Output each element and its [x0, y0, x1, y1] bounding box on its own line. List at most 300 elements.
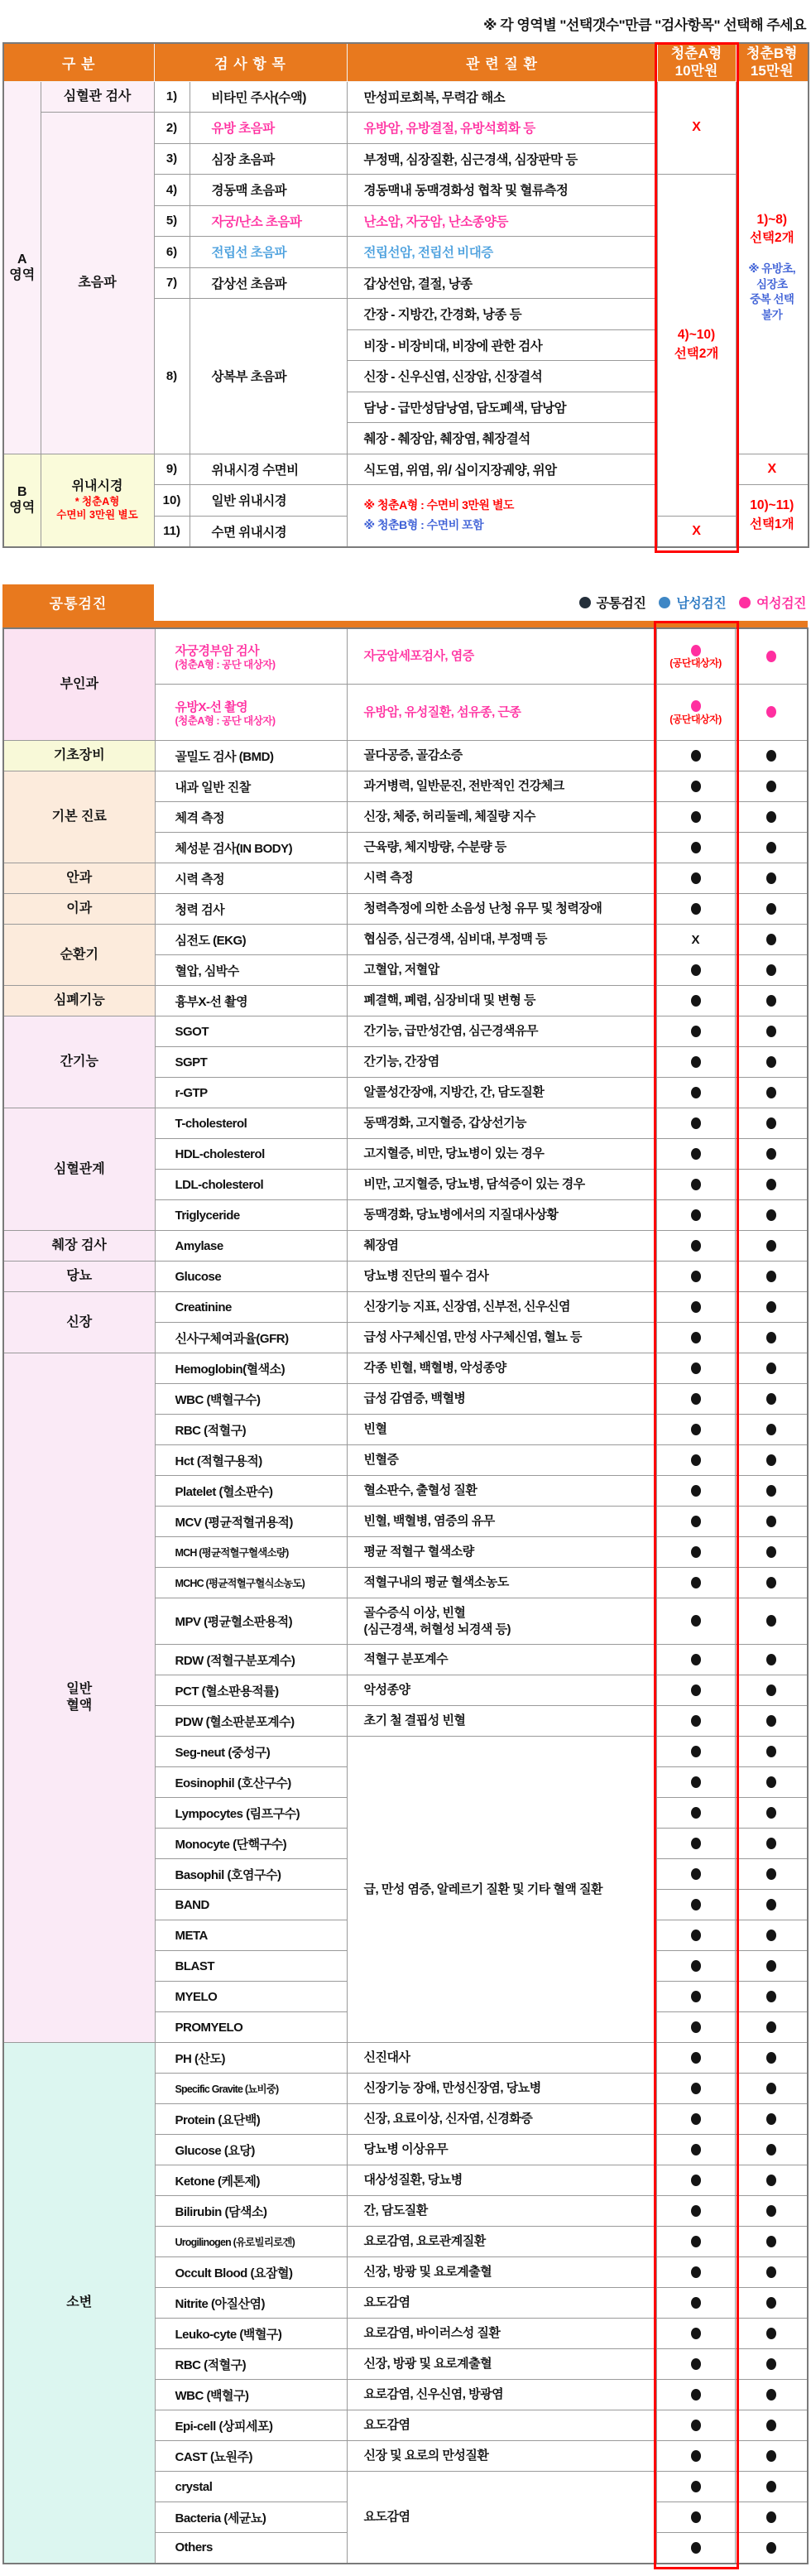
common-checkup-dot-icon: [766, 872, 776, 884]
category-label: 안과: [3, 863, 155, 894]
common-checkup-dot-icon: [691, 1516, 701, 1527]
related-disease: 식도염, 위염, 위/ 십이지장궤양, 위암: [347, 454, 657, 485]
common-checkup-dot-icon: [766, 934, 776, 945]
plan-b-selection-cell: [736, 81, 809, 454]
related-disease: 대상성질환, 당뇨병: [347, 2165, 656, 2196]
gongdan-note: (공단대상자): [669, 713, 722, 725]
plan-b-cell: [735, 1476, 808, 1507]
common-checkup-dot-icon: [691, 1087, 701, 1098]
plan-b-cell: [735, 894, 808, 925]
plan-a-cell: [656, 1951, 735, 1982]
common-checkup-dot-icon: [691, 1868, 701, 1880]
related-disease: 신장, 방광 및 요로계출혈: [347, 2257, 656, 2288]
common-checkup-dot-icon: [766, 781, 776, 792]
common-checkup-dot-icon: [766, 842, 776, 853]
common-checkup-dot-icon: [691, 2083, 701, 2094]
plan-b-selection-cell-2: 10)~11) 선택1개: [736, 485, 809, 547]
common-checkup-dot-icon: [691, 2175, 701, 2186]
test-item: Eosinophil (호산구수): [155, 1767, 347, 1798]
test-item: 혈압, 심박수: [155, 955, 347, 986]
common-checkup-dot-icon: [691, 750, 701, 762]
plan-b-cell: [735, 1415, 808, 1445]
plan-a-cell: [656, 1568, 735, 1598]
row-number: 2): [154, 113, 190, 144]
gongdan-note: (공단대상자): [669, 656, 722, 669]
test-item: 일반 위내시경: [190, 485, 347, 517]
common-checkup-dot-icon: [766, 2021, 776, 2033]
common-checkup-dot-icon: [766, 1240, 776, 1252]
common-checkup-dot-icon: [766, 1715, 776, 1727]
common-checkup-dot-icon: [766, 1776, 776, 1788]
plan-a-excluded-mark: X: [657, 81, 736, 175]
test-item: 시력 측정: [155, 863, 347, 894]
plan-a-cell: [656, 1798, 735, 1829]
plan-a-cell: [656, 1537, 735, 1568]
plan-b-cell: [735, 1568, 808, 1598]
test-item: Nitrite (아질산염): [155, 2288, 347, 2319]
common-checkup-dot-icon: [691, 1960, 701, 1972]
common-checkup-dot-icon: [766, 1056, 776, 1068]
common-checkup-dot-icon: [766, 2083, 776, 2094]
common-checkup-dot-icon: [766, 1684, 776, 1696]
common-checkup-dot-icon: [691, 1271, 701, 1282]
plan-a-cell: [656, 1200, 735, 1231]
plan-a-cell: [656, 628, 735, 685]
test-item: 자궁/난소 초음파: [190, 205, 347, 237]
test-item: Occult Blood (요잠혈): [155, 2257, 347, 2288]
plan-b-cell: [735, 1200, 808, 1231]
plan-a-cell: [656, 771, 735, 802]
common-checkup-dot-icon: [766, 1807, 776, 1819]
common-checkup-dot-icon: [766, 1654, 776, 1665]
plan-b-price: 15만원: [750, 63, 794, 79]
plan-a-cell: [656, 2410, 735, 2441]
common-checkup-dot-icon: [766, 1838, 776, 1849]
related-disease: 악성종양: [347, 1675, 656, 1706]
legend-dot-male-icon: [659, 597, 670, 608]
related-disease: 간장 - 지방간, 간경화, 낭종 등: [347, 299, 657, 330]
common-checkup-dot-icon: [766, 2328, 776, 2339]
plan-a-cell: [656, 1353, 735, 1384]
related-disease: 혈소판수, 출혈성 질환: [347, 1476, 656, 1507]
common-checkup-dot-icon: [691, 1117, 701, 1129]
plan-a-cell: [656, 2135, 735, 2165]
test-item: 유방X-선 촬영 (청춘A형 : 공단 대상자): [155, 685, 347, 741]
plan-b-cell: [735, 2349, 808, 2380]
common-checkup-dot-icon: [691, 1393, 701, 1405]
plan-a-cell: [656, 1507, 735, 1537]
common-checkup-dot-icon: [691, 2052, 701, 2064]
common-checkup-dot-icon: [766, 964, 776, 976]
common-checkup-dot-icon: [691, 1332, 701, 1343]
common-checkup-dot-icon: [766, 2175, 776, 2186]
common-checkup-dot-icon: [691, 1362, 701, 1374]
related-disease: 유방암, 유성질환, 섬유종, 근종: [347, 685, 656, 741]
related-disease: 적혈구내의 평균 혈색소농도: [347, 1568, 656, 1598]
plan-a-cell: [656, 2441, 735, 2472]
related-disease: 비만, 고지혈증, 당뇨병, 담석증이 있는 경우: [347, 1170, 656, 1200]
category-label: 기초장비: [3, 741, 155, 771]
plan-b-cell: [735, 2043, 808, 2074]
plan-b-cell: [735, 1798, 808, 1829]
common-checkup-dot-icon: [691, 1899, 701, 1910]
common-checkup-dot-icon: [691, 2144, 701, 2155]
test-item: MCV (평균적혈귀용적): [155, 1507, 347, 1537]
plan-b-cell: [735, 1829, 808, 1859]
plan-b-cell: [735, 1982, 808, 2012]
test-item: MCHC (평균적혈구혈식소농도): [155, 1568, 347, 1598]
test-item: BLAST: [155, 1951, 347, 1982]
common-checkup-dot-icon: [691, 1715, 701, 1727]
test-item: PROMYELO: [155, 2012, 347, 2043]
col-header-category: 구 분: [3, 43, 154, 81]
test-item: SGOT: [155, 1016, 347, 1047]
related-disease: 협심증, 심근경색, 심비대, 부정맥 등: [347, 925, 656, 955]
plan-b-cell: [735, 925, 808, 955]
related-disease: 담낭 - 급만성담낭염, 담도폐색, 담낭암: [347, 392, 657, 423]
common-checkup-dot-icon: [766, 1485, 776, 1497]
plan-b-cell: [735, 628, 808, 685]
col-header-item: 검 사 항 목: [154, 43, 347, 81]
plan-b-cell: [735, 2380, 808, 2410]
plan-b-cell: [735, 1920, 808, 1951]
related-disease: 급, 만성 염증, 알레르기 질환 및 기타 혈액 질환: [347, 1737, 656, 2043]
related-disease: 부정맥, 심장질환, 심근경색, 심장판막 등: [347, 143, 657, 175]
plan-b-cell: [735, 1323, 808, 1353]
test-item: 골밀도 검사 (BMD): [155, 741, 347, 771]
common-checkup-dot-icon: [691, 2542, 701, 2554]
test-item: Creatinine: [155, 1292, 347, 1323]
plan-b-cell: [735, 1445, 808, 1476]
common-checkup-dot-icon: [691, 2205, 701, 2217]
plan-b-cell: [735, 2288, 808, 2319]
common-checkup-table: [2, 627, 809, 2564]
common-checkup-dot-icon: [691, 2450, 701, 2462]
common-checkup-dot-icon: [691, 1746, 701, 1757]
test-item: Hemoglobin(혈색소): [155, 1353, 347, 1384]
plan-a-cell: [656, 1890, 735, 1920]
test-item: Seg-neut (중성구): [155, 1737, 347, 1767]
common-checkup-dot-icon: [691, 842, 701, 853]
plan-b-cell: [735, 1675, 808, 1706]
common-checkup-dot-icon: [691, 2481, 701, 2492]
plan-b-cell: [735, 1384, 808, 1415]
test-item: 비타민 주사(수액): [190, 81, 347, 113]
category-label: 소변: [3, 2043, 155, 2564]
common-checkup-dot-icon: [766, 1148, 776, 1160]
legend-label: 여성검진: [756, 597, 806, 611]
common-checkup-dot-icon: [691, 2236, 701, 2247]
group-cardio-label: 심혈관 검사: [41, 81, 154, 113]
test-item: Glucose (요당): [155, 2135, 347, 2165]
related-disease: 골수증식 이상, 빈혈 (심근경색, 허혈성 뇌경색 등): [347, 1598, 656, 1645]
common-checkup-dot-icon: [766, 1087, 776, 1098]
common-checkup-dot-icon: [691, 2328, 701, 2339]
plan-b-cell: [735, 1537, 808, 1568]
plan-a-cell: [656, 894, 735, 925]
related-disease: 근육량, 체지방량, 수분량 등: [347, 833, 656, 863]
common-checkup-dot-icon: [691, 1577, 701, 1588]
common-checkup-dot-icon: [766, 1424, 776, 1435]
test-item: crystal: [155, 2472, 347, 2502]
plan-b-cell: [735, 1016, 808, 1047]
related-disease: 당뇨병 진단의 필수 검사: [347, 1262, 656, 1292]
related-disease: 난소암, 자궁암, 난소종양등: [347, 205, 657, 237]
common-checkup-dot-icon: [691, 1056, 701, 1068]
group-endoscopy-label: 위내시경 * 청춘A형 수면비 3만원 별도: [41, 454, 154, 547]
test-item: Amylase: [155, 1231, 347, 1262]
common-checkup-dot-icon: [691, 1615, 701, 1627]
test-item: PCT (혈소판용적률): [155, 1675, 347, 1706]
common-checkup-dot-icon: [766, 2205, 776, 2217]
plan-a-cell: [656, 1645, 735, 1675]
common-checkup-dot-icon: [691, 1301, 701, 1313]
related-disease: 신장, 요료이상, 신자염, 신경화증: [347, 2104, 656, 2135]
test-item: BAND: [155, 1890, 347, 1920]
test-item: 경동맥 초음파: [190, 175, 347, 206]
common-checkup-dot-icon: [691, 1654, 701, 1665]
common-checkup-dot-icon: [766, 1546, 776, 1558]
related-disease: 비장 - 비장비대, 비장에 관한 검사: [347, 329, 657, 361]
plan-a-cell: [656, 741, 735, 771]
common-checkup-dot-icon: [691, 1148, 701, 1160]
related-disease: 폐결핵, 폐렴, 심장비대 및 변형 등: [347, 986, 656, 1016]
plan-a-cell: [656, 2165, 735, 2196]
common-checkup-header: [2, 584, 808, 621]
common-checkup-dot-icon: [691, 995, 701, 1007]
common-checkup-dot-icon: [766, 995, 776, 1007]
plan-a-cell: [656, 1445, 735, 1476]
plan-b-cell: [735, 1645, 808, 1675]
common-checkup-dot-icon: [766, 2450, 776, 2462]
plan-a-cell: [656, 2257, 735, 2288]
common-checkup-dot-icon: [766, 1454, 776, 1466]
row-number: 6): [154, 237, 190, 268]
area-b-label: B 영역: [3, 454, 41, 547]
common-checkup-dot-icon: [766, 1271, 776, 1282]
common-checkup-dot-icon: [766, 903, 776, 915]
related-disease: 요도감염: [347, 2472, 656, 2564]
common-checkup-dot-icon: [691, 1424, 701, 1435]
test-item: 심장 초음파: [190, 143, 347, 175]
plan-a-cell: [656, 1706, 735, 1737]
plan-b-name: 청춘B형: [746, 46, 798, 61]
test-item: Protein (요단백): [155, 2104, 347, 2135]
plan-b-cell: [735, 2227, 808, 2257]
plan-a-excluded-mark: X: [657, 516, 736, 547]
common-checkup-dot-icon: [691, 2420, 701, 2431]
related-disease: 고혈압, 저혈압: [347, 955, 656, 986]
plan-a-cell: [656, 1829, 735, 1859]
row-number: 8): [154, 299, 190, 454]
category-label: 기본 진료: [3, 771, 155, 863]
item-sub-note: (청춘A형 : 공단 대상자): [175, 714, 276, 727]
plan-b-cell: [735, 1262, 808, 1292]
category-label: 간기능: [3, 1016, 155, 1108]
related-disease: 신장, 체중, 허리둘레, 체질량 지수: [347, 802, 656, 833]
related-disease: 자궁암세포검사, 염증: [347, 628, 656, 685]
plan-a-cell: [656, 1737, 735, 1767]
related-disease: 골다공증, 골감소증: [347, 741, 656, 771]
category-label: 부인과: [3, 628, 155, 741]
test-item: 갑상선 초음파: [190, 267, 347, 299]
plan-a-cell: [656, 1170, 735, 1200]
common-checkup-dot-icon: [691, 1485, 701, 1497]
plan-b-cell: [735, 2533, 808, 2564]
package-table-wrap: [2, 42, 808, 548]
common-checkup-dot-icon: [766, 1899, 776, 1910]
related-disease: 신장 및 요로의 만성질환: [347, 2441, 656, 2472]
related-disease: 당뇨병 이상유무: [347, 2135, 656, 2165]
related-disease: 유방암, 유방결절, 유방석회화 등: [347, 113, 657, 144]
plan-b-cell: [735, 2165, 808, 2196]
common-checkup-dot-icon: [691, 1930, 701, 1941]
common-checkup-dot-icon: [766, 1301, 776, 1313]
plan-b-cell: [735, 2410, 808, 2441]
category-label: 췌장 검사: [3, 1231, 155, 1262]
test-item: 체격 측정: [155, 802, 347, 833]
common-checkup-dot-icon: [691, 781, 701, 792]
test-item: T-cholesterol: [155, 1108, 347, 1139]
row-number: 3): [154, 143, 190, 175]
plan-a-cell: [656, 1016, 735, 1047]
common-checkup-dot-icon: [766, 1332, 776, 1343]
plan-a-cell: [656, 2074, 735, 2104]
related-disease: 간, 담도질환: [347, 2196, 656, 2227]
plan-b-cell: [735, 2319, 808, 2349]
row-number: 5): [154, 205, 190, 237]
item-sub-note: (청춘A형 : 공단 대상자): [175, 658, 276, 670]
common-checkup-dot-icon: [766, 1209, 776, 1221]
female-checkup-dot-icon: [691, 645, 701, 656]
test-item: Bacteria (세균뇨): [155, 2502, 347, 2533]
test-item: 흉부X-선 촬영: [155, 986, 347, 1016]
common-checkup-dot-icon: [691, 2113, 701, 2125]
endoscopy-notes: ※ 청춘A형 : 수면비 3만원 별도 ※ 청춘B형 : 수면비 포함: [347, 485, 657, 547]
plan-a-cell: [656, 863, 735, 894]
related-disease: 신장기능 장애, 만성신장염, 당뇨병: [347, 2074, 656, 2104]
common-checkup-dot-icon: [766, 2420, 776, 2431]
common-checkup-dot-icon: [766, 2144, 776, 2155]
plan-b-cell: [735, 1951, 808, 1982]
common-checkup-dot-icon: [766, 2266, 776, 2278]
plan-a-cell: [656, 2196, 735, 2227]
test-item: Lympocytes (림프구수): [155, 1798, 347, 1829]
plan-b-excluded-mark: X: [736, 454, 809, 485]
common-checkup-dot-icon: [766, 2236, 776, 2247]
category-label: 심폐기능: [3, 986, 155, 1016]
test-item: Platelet (혈소판수): [155, 1476, 347, 1507]
plan-a-cell: X: [656, 925, 735, 955]
common-checkup-dot-icon: [766, 1960, 776, 1972]
plan-a-cell: [656, 2380, 735, 2410]
related-disease: 갑상선암, 결절, 낭종: [347, 267, 657, 299]
related-disease: 고지혈증, 비만, 당뇨병이 있는 경우: [347, 1139, 656, 1170]
test-item: RBC (적혈구): [155, 2349, 347, 2380]
plan-b-cell: [735, 1170, 808, 1200]
plan-a-cell: [656, 1598, 735, 1645]
common-checkup-title: 공통검진: [2, 584, 154, 621]
plan-b-cell: [735, 2472, 808, 2502]
common-checkup-dot-icon: [766, 2511, 776, 2523]
related-disease: 요도감염: [347, 2410, 656, 2441]
test-item: 신사구체여과율(GFR): [155, 1323, 347, 1353]
plan-a-cell: [656, 1262, 735, 1292]
test-item: Basophil (호염구수): [155, 1859, 347, 1890]
category-label: 심혈관계: [3, 1108, 155, 1231]
plan-a-cell: [656, 1292, 735, 1323]
plan-b-cell: [735, 833, 808, 863]
test-item: CAST (뇨원주): [155, 2441, 347, 2472]
test-item: META: [155, 1920, 347, 1951]
test-item: Bilirubin (담색소): [155, 2196, 347, 2227]
related-disease: 신장 - 신우신염, 신장암, 신장결석: [347, 361, 657, 392]
plan-a-cell: [656, 1078, 735, 1108]
common-checkup-dot-icon: [766, 2297, 776, 2309]
plan-a-cell: [656, 685, 735, 741]
legend-dot-female-icon: [739, 597, 751, 608]
endoscopy-fee-note: * 청춘A형 수면비 3만원 별도: [56, 495, 138, 521]
plan-a-cell: [656, 2349, 735, 2380]
plan-b-cell: [735, 955, 808, 986]
plan-a-cell: [656, 986, 735, 1016]
related-disease: 초기 철 결핍성 빈혈: [347, 1706, 656, 1737]
common-checkup-dot-icon: [691, 1684, 701, 1696]
common-checkup-dot-icon: [766, 1516, 776, 1527]
test-item: Ketone (케톤제): [155, 2165, 347, 2196]
plan-b-cell: [735, 2257, 808, 2288]
test-item: Glucose: [155, 1262, 347, 1292]
common-checkup-dot-icon: [766, 1868, 776, 1880]
common-checkup-wrap: [2, 584, 808, 2564]
common-checkup-dot-icon: [766, 1117, 776, 1129]
related-disease: 빈혈증: [347, 1445, 656, 1476]
common-checkup-dot-icon: [766, 1746, 776, 1757]
test-item: r-GTP: [155, 1078, 347, 1108]
test-item: HDL-cholesterol: [155, 1139, 347, 1170]
plan-a-selection-cell: 4)~10) 선택2개: [657, 175, 736, 517]
related-disease: 신진대사: [347, 2043, 656, 2074]
plan-a-cell: [656, 1982, 735, 2012]
test-item: Hct (적혈구용적): [155, 1445, 347, 1476]
category-label: 순환기: [3, 925, 155, 986]
plan-a-cell: [656, 2288, 735, 2319]
test-item: WBC (백혈구): [155, 2380, 347, 2410]
common-checkup-dot-icon: [691, 2389, 701, 2401]
plan-b-cell: [735, 741, 808, 771]
related-disease: 요로감염, 바이러스성 질환: [347, 2319, 656, 2349]
plan-a-cell: [656, 2472, 735, 2502]
common-checkup-dot-icon: [691, 1838, 701, 1849]
category-label: 신장: [3, 1292, 155, 1353]
test-item: PH (산도): [155, 2043, 347, 2074]
related-disease: 전립선암, 전립선 비대증: [347, 237, 657, 268]
plan-a-cell: [656, 1384, 735, 1415]
common-checkup-dot-icon: [766, 1577, 776, 1588]
common-checkup-dot-icon: [691, 1026, 701, 1037]
row-number: 9): [154, 454, 190, 485]
plan-a-cell: [656, 2533, 735, 2564]
common-checkup-dot-icon: [766, 1615, 776, 1627]
related-disease: 급성 사구체신염, 만성 사구체신염, 혈뇨 등: [347, 1323, 656, 1353]
plan-b-cell: [735, 1859, 808, 1890]
test-item: MCH (평균적혈구혈색소량): [155, 1537, 347, 1568]
plan-b-cell: [735, 2196, 808, 2227]
related-disease: 신장기능 지표, 신장염, 신부전, 신우신염: [347, 1292, 656, 1323]
test-item: RDW (적혈구분포계수): [155, 1645, 347, 1675]
area-a-label: A 영역: [3, 81, 41, 454]
common-checkup-dot-icon: [766, 2113, 776, 2125]
